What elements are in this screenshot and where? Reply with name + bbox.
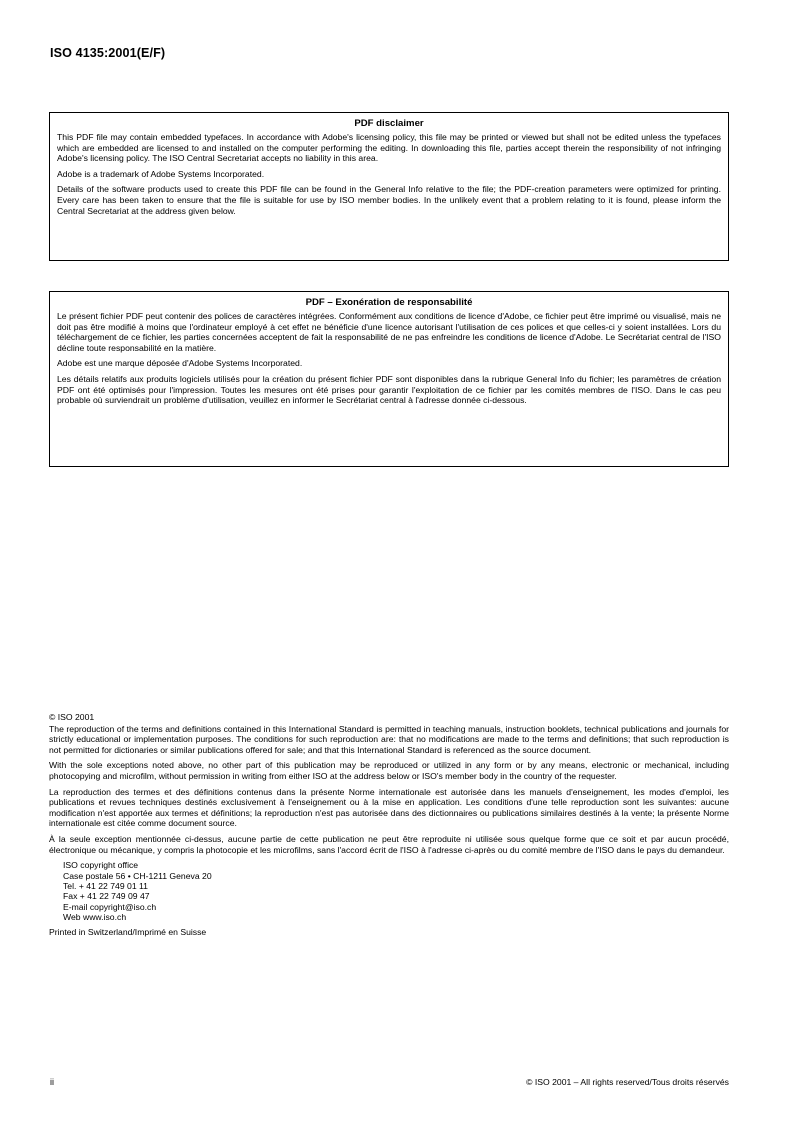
pdf-disclaimer-fr-box (49, 291, 729, 467)
copyright-paragraph: With the sole exceptions noted above, no other part of this publication may be reproduced or utilized in any form or by any means, electronic or mechanical, including photocopying and microfilm, without permission in writing from either ISO at the address below or ISO's member body in the country of the requester. (49, 760, 729, 781)
pdf-disclaimer-fr-paragraph: Le présent fichier PDF peut contenir des polices de caractères intégrées. Conformément aux conditions de licence d'Adobe, ce fichier peut être imprimé ou visualisé, mais ne doit pas être modifié à moins que l'ordinateur employé à cet effet ne bénéficie d'une licence autorisant l'utilisation de ces polices et que celles-ci y soient installées. Lors du téléchargement de ce fichier, les parties concernées acceptent de fait la responsabilité de ne pas enfreindre les conditions de licence d'Adobe. Le Secrétariat central de l'ISO décline toute responsabilité en la matière. (57, 311, 721, 353)
pdf-disclaimer-fr-paragraph: Les détails relatifs aux produits logiciels utilisés pour la création du présent fichier PDF sont disponibles dans la rubrique General Info du fichier; les paramètres de création PDF ont été optimisés pour l'impression. Toutes les mesures ont été prises pour garantir l'exploitation de ce fichier par les comités membres de l'ISO. Dans le cas peu probable où surviendrait un problème d'utilisation, veuillez en informer le Secrétariat central à l'adresse donnée ci-dessous. (57, 373, 721, 406)
copyright-line: © ISO 2001 (49, 712, 95, 722)
address-fax: Fax + 41 22 749 09 47 (63, 891, 150, 902)
pdf-disclaimer-box (49, 112, 729, 261)
pdf-disclaimer-fr-title: PDF – Exonération de responsabilité (305, 297, 473, 308)
page-number: ii (50, 1077, 54, 1087)
pdf-disclaimer-paragraph: This PDF file may contain embedded typefaces. In accordance with Adobe's licensing policy, this file may be printed or viewed but shall not be edited unless the typefaces which are embedded are licensed to and installed on the computer performing the editing. In downloading this file, parties accept therein the responsibility of not infringing Adobe's licensing policy. The ISO Central Secretariat accepts no liability in this area. (57, 132, 721, 164)
pdf-disclaimer-paragraph: Adobe is a trademark of Adobe Systems Incorporated. (57, 168, 265, 179)
address-office: ISO copyright office (63, 860, 139, 871)
document-id: ISO 4135:2001(E/F) (50, 46, 166, 60)
copyright-section (49, 712, 729, 942)
pdf-disclaimer-fr-paragraph: Adobe est une marque déposée d'Adobe Systems Incorporated. (57, 358, 303, 369)
pdf-disclaimer-title: PDF disclaimer (354, 118, 424, 129)
copyright-office-address (63, 860, 729, 922)
address-email: E-mail copyright@iso.ch (63, 901, 157, 912)
address-web: Web www.iso.ch (63, 912, 127, 923)
footer-rights: © ISO 2001 – All rights reserved/Tous droits réservés (526, 1077, 729, 1087)
copyright-paragraph: À la seule exception mentionnée ci-dessus, aucune partie de cette publication ne peut être reproduite ni utilisée sous quelque forme que ce soit et par aucun procédé, électronique ou mécanique, y compris la photocopie et les microfilms, sans l'accord écrit de l'ISO à l'adresse ci-après ou du comité membre de l'ISO dans le pays du demandeur. (49, 833, 729, 855)
address-tel: Tel. + 41 22 749 01 11 (63, 880, 148, 891)
copyright-paragraph: La reproduction des termes et des définitions contenus dans la présente Norme internationale est autorisée dans les manuels d'enseignement, les modes d'emploi, les publications et revues techniques destinés exclusivement à l'enseignement ou à la mise en application. Les conditions d'une telle reproduction sont les suivantes: aucune modification n'est apportée aux termes et définitions; la reproduction n'est pas autorisée dans des dictionnaires ou publications similaires destinés à la vente; la présente Norme internationale est citée comme document source. (49, 786, 729, 829)
printed-in: Printed in Switzerland/Imprimé en Suisse (49, 926, 207, 937)
pdf-disclaimer-paragraph: Details of the software products used to create this PDF file can be found in the General Info relative to the file; the PDF-creation parameters were optimized for printing. Every care has been taken to ensure that the file is suitable for use by ISO member bodies. In the unlikely event that a problem relating to it is found, please inform the Central Secretariat at the address given below. (57, 184, 721, 216)
address-postal: Case postale 56 • CH-1211 Geneva 20 (63, 870, 212, 881)
copyright-paragraph: The reproduction of the terms and definitions contained in this International Standard is permitted in teaching manuals, instruction booklets, technical publications and journals for strictly educational or implementation purposes. The conditions for such reproduction are: that no modifications are made to the terms and definitions; that such reproduction is not permitted for dictionaries or similar publications offered for sale; and that this International Standard is referenced as the source document. (49, 723, 729, 755)
